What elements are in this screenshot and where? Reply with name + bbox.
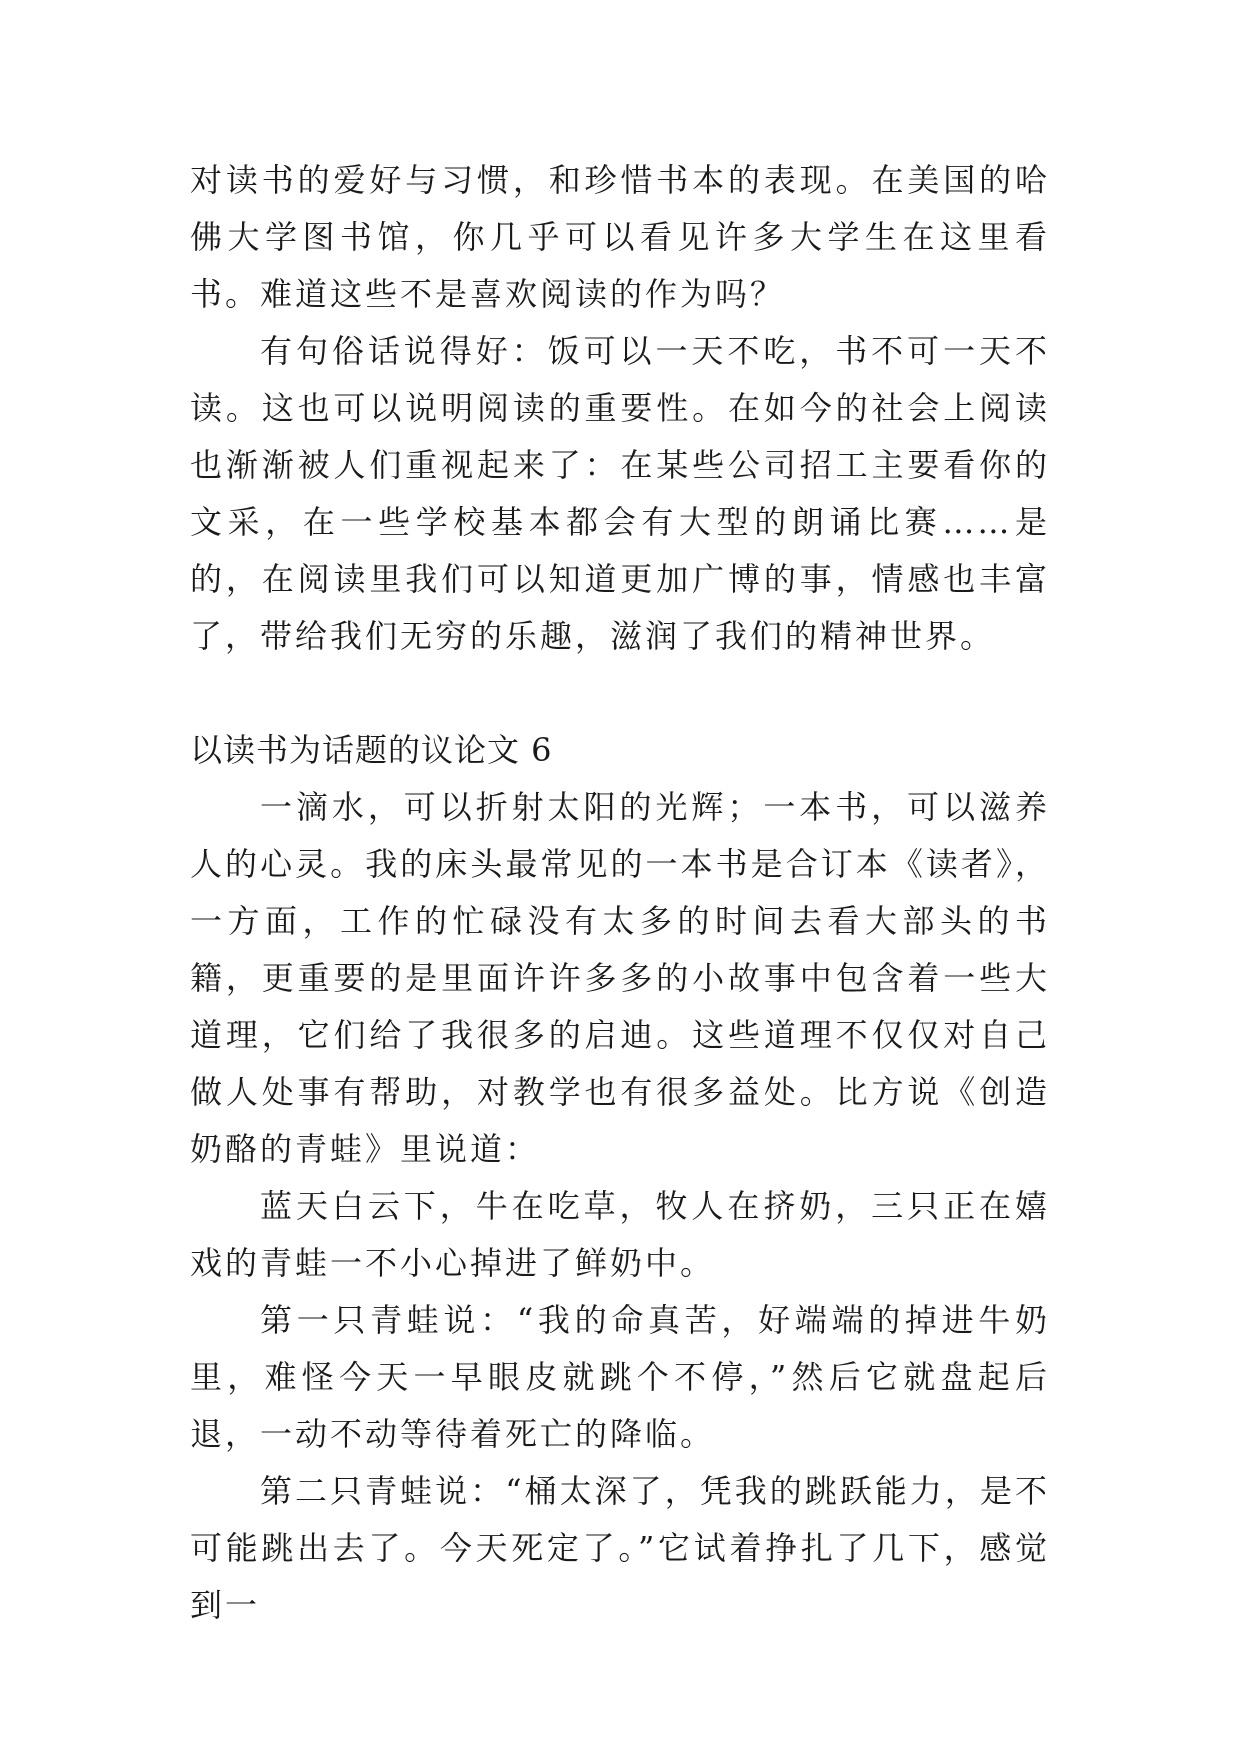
section-spacer: [190, 665, 1050, 722]
paragraph-3: 一滴水，可以折射太阳的光辉；一本书，可以滋养人的心灵。我的床头最常见的一本书是合订本《读者》，一方面，工作的忙碌没有太多的时间去看大部头的书籍，更重要的是里面许许多多的小故事中包含着一些大道理，它们给了我很多的启迪。这些道理不仅仅对自己做人处事有帮助，对教学也有很多益处。比方说《创造奶酪的青蛙》里说道：: [190, 788, 1050, 1168]
paragraph-2: 有句俗话说得好：饭可以一天不吃，书不可一天不读。这也可以说明阅读的重要性。在如今的社会上阅读也渐渐被人们重视起来了：在某些公司招工主要看你的文采，在一些学校基本都会有大型的朗诵比赛……是的，在阅读里我们可以知道更加广博的事，情感也丰富了，带给我们无穷的乐趣，滋润了我们的精神世界。: [190, 332, 1050, 655]
section-heading: 以读书为话题的议论文 6: [190, 731, 553, 769]
paragraph-6: 第二只青蛙说：“桶太深了，凭我的跳跃能力，是不可能跳出去了。今天死定了。”它试着挣扎了几下，感觉到一: [190, 1472, 1050, 1624]
paragraph-5: 第一只青蛙说：“我的命真苦，好端端的掉进牛奶里，难怪今天一早眼皮就跳个不停，”然后它就盘起后退，一动不动等待着死亡的降临。: [190, 1301, 1050, 1453]
paragraph-1: 对读书的爱好与习惯，和珍惜书本的表现。在美国的哈佛大学图书馆，你几乎可以看见许多大学生在这里看书。难道这些不是喜欢阅读的作为吗？: [190, 161, 1050, 313]
paragraph-4: 蓝天白云下，牛在吃草，牧人在挤奶，三只正在嬉戏的青蛙一不小心掉进了鲜奶中。: [190, 1187, 1050, 1282]
document-body: [190, 152, 1050, 1634]
